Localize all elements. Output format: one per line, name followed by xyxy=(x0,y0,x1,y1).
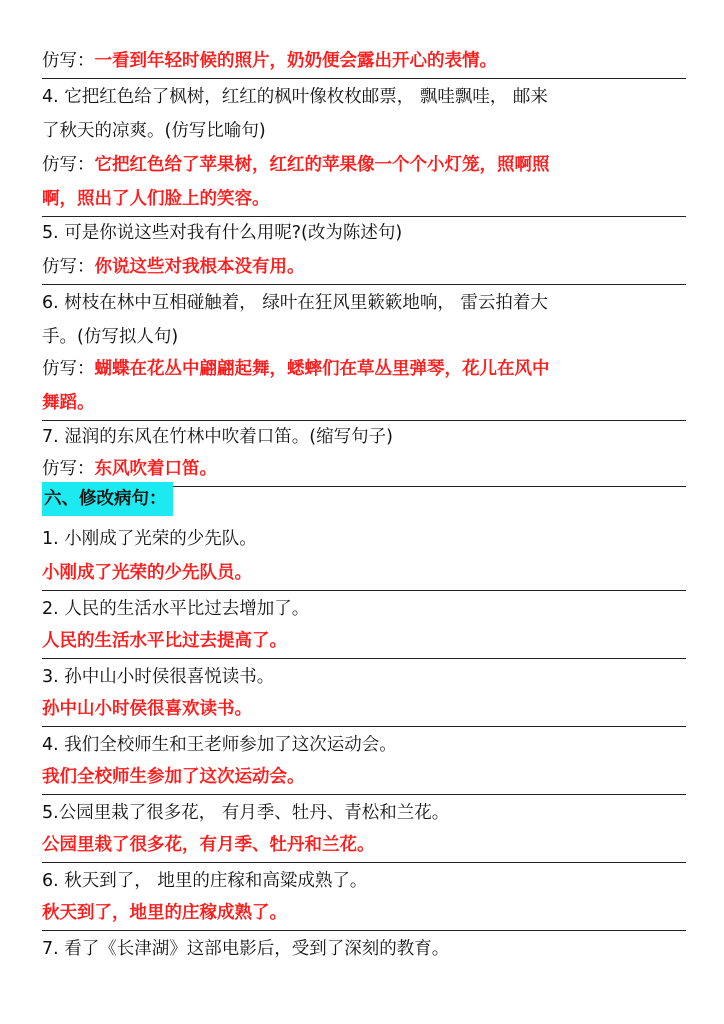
fix-question-7: 7. 看了《长津湖》这部电影后，受到了深刻的教育。 xyxy=(42,939,450,959)
fix-question-4: 4. 我们全校师生和王老师参加了这次运动会。 xyxy=(42,735,397,755)
question-5: 5. 可是你说这些对我有什么用呢?(改为陈述句) xyxy=(42,223,403,243)
answer-prefix: 仿写： xyxy=(42,459,95,479)
answer-prefix: 仿写： xyxy=(42,155,95,175)
section-heading: 六、修改病句： xyxy=(42,482,173,516)
fix-answer-5: 公园里栽了很多花，有月季、牡丹和兰花。 xyxy=(42,828,686,863)
fix-answer-4: 我们全校师生参加了这次运动会。 xyxy=(42,760,686,795)
question-4-line-2: 了秋天的凉爽。(仿写比喻句) xyxy=(42,121,266,141)
fix-answer-3: 孙中山小时侯很喜欢读书。 xyxy=(42,692,686,727)
fix-question-3: 3. 孙中山小时侯很喜悦读书。 xyxy=(42,667,275,687)
question-7: 7. 湿润的东风在竹林中吹着口笛。(缩写句子) xyxy=(42,427,393,447)
fix-question-6: 6. 秋天到了， 地里的庄稼和高粱成熟了。 xyxy=(42,871,368,891)
question-6-line-2: 手。(仿写拟人句) xyxy=(42,327,179,347)
answer-prefix: 仿写： xyxy=(42,257,95,277)
answer-block-4 xyxy=(42,148,686,217)
answer-text-line-2: 啊，照出了人们脸上的笑容。 xyxy=(42,189,270,209)
answer-text: 你说这些对我根本没有用。 xyxy=(94,257,305,277)
fix-question-5: 5.公园里栽了很多花， 有月季、牡丹、青松和兰花。 xyxy=(42,803,450,823)
answer-prefix: 仿写： xyxy=(42,359,95,379)
answer-block-6 xyxy=(42,352,686,421)
fix-question-1: 1. 小刚成了光荣的少先队。 xyxy=(42,529,257,549)
fix-answer-1: 小刚成了光荣的少先队员。 xyxy=(42,556,686,591)
fix-answer-6: 秋天到了，地里的庄稼成熟了。 xyxy=(42,896,686,931)
fix-question-2: 2. 人民的生活水平比过去增加了。 xyxy=(42,599,310,619)
answer-text-line-1: 它把红色给了苹果树，红红的苹果像一个个小灯笼，照啊照 xyxy=(94,155,550,175)
question-4-line-1: 4. 它把红色给了枫树，红红的枫叶像枚枚邮票， 飘哇飘哇， 邮来 xyxy=(42,87,548,107)
answer-text-line-2: 舞蹈。 xyxy=(42,393,95,413)
question-6-line-1: 6. 树枝在林中互相碰触着， 绿叶在狂风里簌簌地响， 雷云拍着大 xyxy=(42,293,548,313)
answer-line-5 xyxy=(42,250,686,285)
answer-text: 东风吹着口笛。 xyxy=(94,459,217,479)
answer-text-line-1: 蝴蝶在花丛中翩翩起舞，蟋蟀们在草丛里弹琴，花儿在风中 xyxy=(94,359,550,379)
fix-answer-2: 人民的生活水平比过去提高了。 xyxy=(42,624,686,659)
answer-prefix: 仿写： xyxy=(42,51,95,71)
answer-text: 一看到年轻时候的照片，奶奶便会露出开心的表情。 xyxy=(94,51,497,71)
answer-line-3 xyxy=(42,44,686,79)
